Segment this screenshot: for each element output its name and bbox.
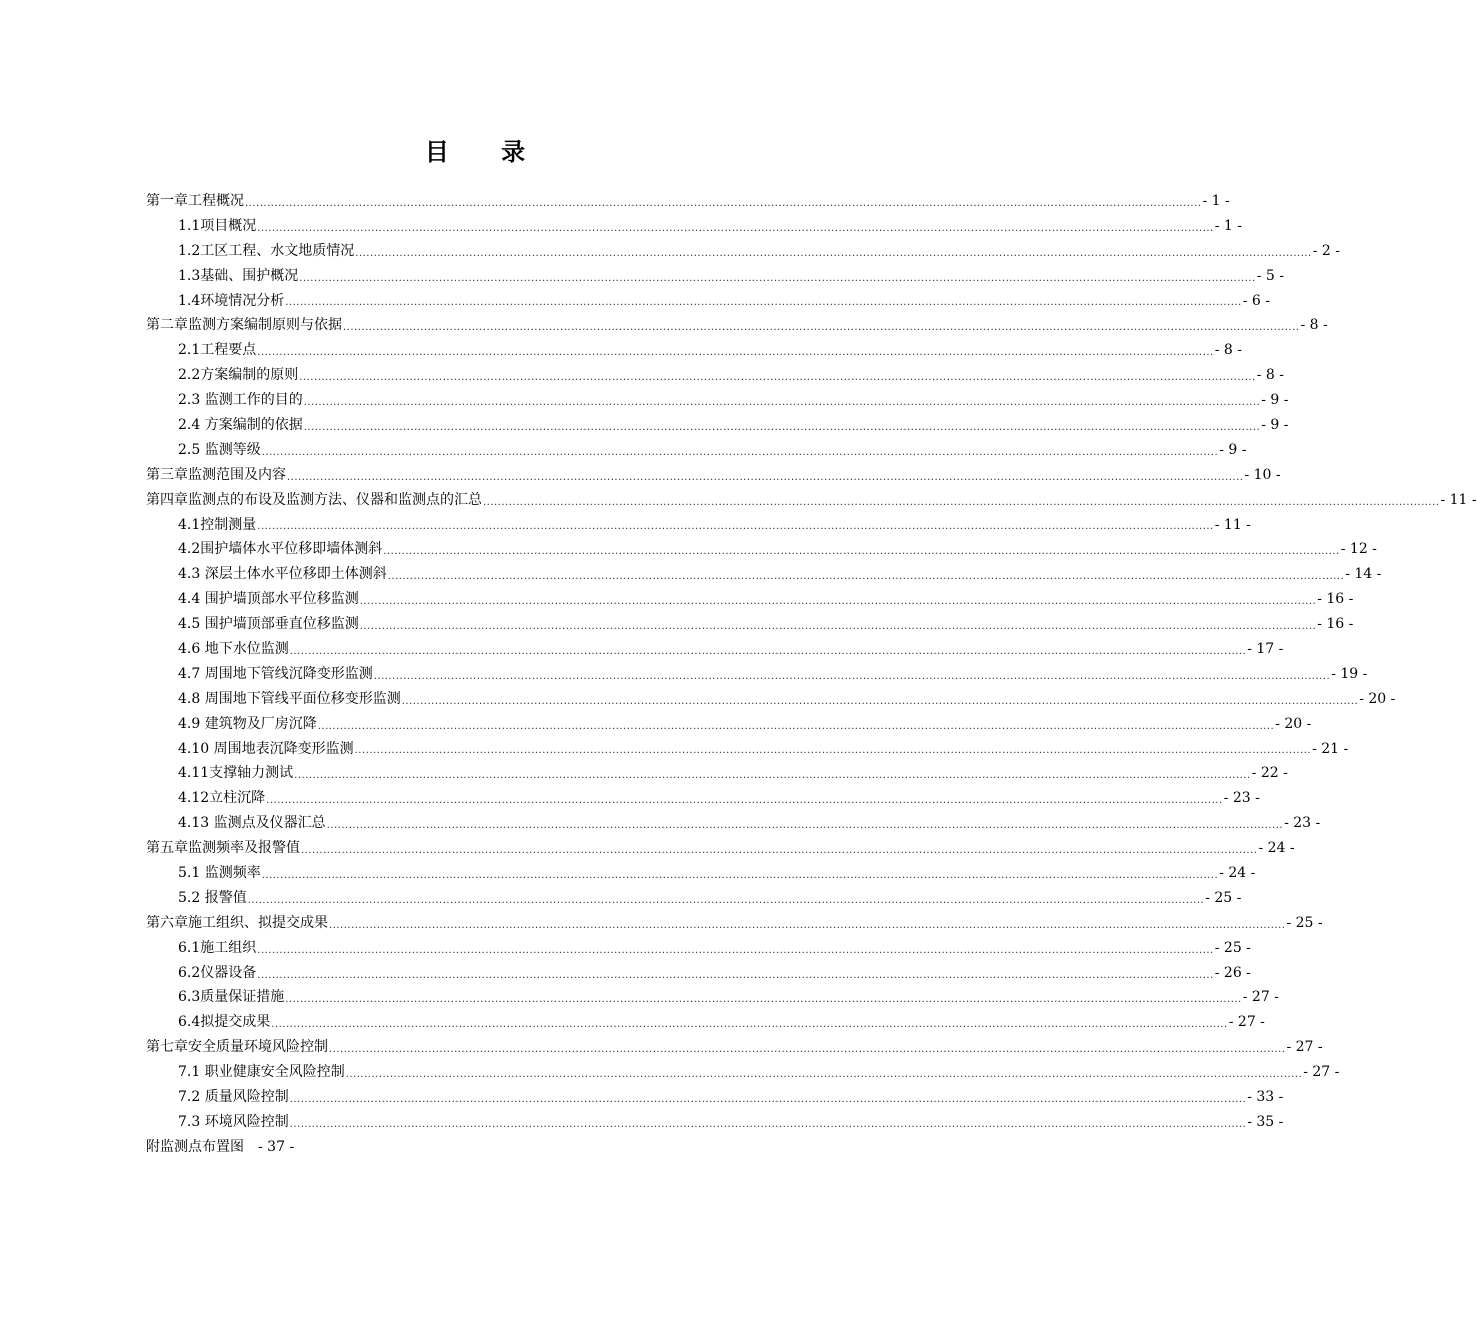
toc-dot-leader: ....................................................................................................................................................................................................................................................................	[271, 1019, 1228, 1031]
toc-dot-leader: ....................................................................................................................................................................................................................................................................	[289, 645, 1247, 657]
toc-section-entry[interactable]	[146, 737, 1349, 762]
toc-dot-leader: ....................................................................................................................................................................................................................................................................	[303, 421, 1261, 433]
toc-dot-leader: ....................................................................................................................................................................................................................................................................	[266, 795, 1223, 807]
toc-section-entry[interactable]	[146, 537, 1377, 562]
toc-dot-leader: ....................................................................................................................................................................................................................................................................	[301, 845, 1258, 857]
toc-page-number: - 11 -	[1214, 516, 1251, 533]
toc-page-number: - 23 -	[1284, 815, 1321, 832]
toc-page-number: - 20 -	[1359, 690, 1396, 707]
toc-page-number: - 9 -	[1261, 392, 1289, 409]
toc-dot-leader: ....................................................................................................................................................................................................................................................................	[285, 297, 1242, 309]
toc-dot-leader: ....................................................................................................................................................................................................................................................................	[289, 1093, 1247, 1105]
toc-page-number: - 6 -	[1242, 292, 1271, 309]
toc-page-number: - 11 -	[1440, 491, 1477, 508]
toc-page-number: - 19 -	[1331, 665, 1368, 682]
toc-dot-leader: ....................................................................................................................................................................................................................................................................	[359, 621, 1317, 633]
toc-chapter-entry[interactable]	[146, 488, 1477, 513]
toc-page-number: - 16 -	[1317, 591, 1354, 608]
toc-section-entry[interactable]	[146, 1010, 1265, 1035]
toc-entry-label: 1.1项目概况	[178, 217, 257, 234]
toc-page-number: - 27 -	[1303, 1064, 1340, 1081]
toc-page-number: - 2 -	[1312, 242, 1341, 259]
toc-dot-leader: ....................................................................................................................................................................................................................................................................	[401, 695, 1359, 707]
toc-page-number: - 12 -	[1340, 541, 1377, 558]
toc-page-number: - 26 -	[1214, 964, 1251, 981]
toc-section-entry[interactable]	[146, 761, 1288, 786]
toc-section-entry[interactable]	[146, 861, 1256, 886]
toc-dot-leader: ....................................................................................................................................................................................................................................................................	[257, 222, 1214, 234]
toc-dot-leader: ....................................................................................................................................................................................................................................................................	[285, 994, 1242, 1006]
toc-entry-label: 1.3基础、围护概况	[178, 267, 299, 284]
toc-section-entry[interactable]	[146, 936, 1251, 961]
toc-entry-label: 1.2工区工程、水文地质情况	[178, 242, 355, 259]
toc-section-entry[interactable]	[146, 363, 1285, 388]
toc-dot-leader: ....................................................................................................................................................................................................................................................................	[317, 720, 1275, 732]
toc-dot-leader: ....................................................................................................................................................................................................................................................................	[257, 521, 1214, 533]
toc-entry-label: 6.4拟提交成果	[178, 1014, 271, 1031]
toc-entry-label: 4.1控制测量	[178, 516, 257, 533]
toc-dot-leader: ....................................................................................................................................................................................................................................................................	[257, 969, 1214, 981]
toc-page-number: - 22 -	[1251, 765, 1288, 782]
toc-page-number: - 16 -	[1317, 616, 1354, 633]
toc-section-entry[interactable]	[146, 289, 1271, 314]
toc-entry-label: 4.2围护墙体水平位移即墙体测斜	[178, 541, 383, 558]
toc-dot-leader: ....................................................................................................................................................................................................................................................................	[261, 869, 1219, 881]
toc-entry-label: 4.7 周围地下管线沉降变形监测	[178, 665, 373, 682]
toc-chapter-number: 第六章	[146, 914, 188, 931]
toc-entry-label: 安全质量环境风险控制	[188, 1039, 328, 1056]
toc-dot-leader: ....................................................................................................................................................................................................................................................................	[355, 247, 1312, 259]
toc-dot-leader: ....................................................................................................................................................................................................................................................................	[329, 919, 1286, 931]
toc-page-number: - 35 -	[1247, 1113, 1284, 1130]
toc-section-entry[interactable]	[146, 811, 1321, 836]
toc-dot-leader: ....................................................................................................................................................................................................................................................................	[326, 820, 1284, 832]
toc-dot-leader: ....................................................................................................................................................................................................................................................................	[289, 1118, 1247, 1130]
toc-entry-label: 7.1 职业健康安全风险控制	[178, 1064, 345, 1081]
toc-chapter-entry[interactable]	[146, 189, 1230, 214]
toc-section-entry[interactable]	[146, 513, 1251, 538]
toc-entry-label: 7.3 环境风险控制	[178, 1113, 289, 1130]
toc-page-number: - 25 -	[1205, 889, 1242, 906]
toc-page-number: - 1 -	[1214, 217, 1243, 234]
toc-entry-label: 6.3质量保证措施	[178, 989, 285, 1006]
toc-chapter-number: 第七章	[146, 1039, 188, 1056]
toc-section-entry[interactable]	[146, 587, 1354, 612]
toc-section-entry[interactable]	[146, 612, 1354, 637]
toc-chapter-number: 第三章	[146, 466, 188, 483]
toc-page-number: - 24 -	[1219, 865, 1256, 882]
toc-dot-leader: ....................................................................................................................................................................................................................................................................	[359, 596, 1317, 608]
toc-entry-label: 1.4环境情况分析	[178, 292, 285, 309]
toc-section-entry[interactable]	[146, 886, 1242, 911]
toc-dot-leader: ....................................................................................................................................................................................................................................................................	[303, 397, 1261, 409]
toc-page-number: - 24 -	[1258, 840, 1295, 857]
toc-chapter-entry[interactable]	[146, 313, 1328, 338]
toc-appendix-entry[interactable]	[146, 1135, 822, 1160]
toc-entry-label: 4.9 建筑物及厂房沉降	[178, 715, 317, 732]
toc-entry-label: 4.6 地下水位监测	[178, 641, 289, 658]
toc-entry-label: 4.12立柱沉降	[178, 790, 266, 807]
toc-entry-label: 2.4 方案编制的依据	[178, 417, 303, 433]
toc-chapter-entry[interactable]	[146, 1035, 1323, 1060]
toc-section-entry[interactable]	[146, 687, 1396, 712]
toc-chapter-entry[interactable]	[146, 463, 1281, 488]
toc-section-entry[interactable]	[146, 712, 1312, 737]
toc-page-number: - 10 -	[1244, 466, 1281, 483]
toc-dot-leader: ....................................................................................................................................................................................................................................................................	[483, 496, 1440, 508]
toc-section-entry[interactable]	[146, 438, 1247, 463]
toc-dot-leader: ....................................................................................................................................................................................................................................................................	[354, 745, 1312, 757]
toc-entry-label: 4.4 围护墙顶部水平位移监测	[178, 591, 359, 608]
toc-page-number: - 33 -	[1247, 1089, 1284, 1106]
toc-page-number: - 5 -	[1256, 267, 1285, 284]
toc-section-entry[interactable]	[146, 388, 1289, 413]
toc-page-number: - 25 -	[1214, 939, 1251, 956]
toc-entry-label: 2.5 监测等级	[178, 441, 261, 458]
toc-dot-leader: ....................................................................................................................................................................................................................................................................	[257, 347, 1214, 359]
toc-entry-label: 2.3 监测工作的目的	[178, 392, 303, 409]
toc-dot-leader: ....................................................................................................................................................................................................................................................................	[287, 471, 1244, 483]
toc-page-number: - 20 -	[1275, 715, 1312, 732]
toc-section-entry[interactable]	[146, 264, 1285, 289]
toc-section-entry[interactable]	[146, 1060, 1340, 1085]
toc-entry-label: 监测范围及内容	[188, 466, 286, 483]
toc-dot-leader: ....................................................................................................................................................................................................................................................................	[345, 1069, 1303, 1081]
toc-dot-leader: ....................................................................................................................................................................................................................................................................	[299, 272, 1256, 284]
toc-page-number: - 14 -	[1345, 566, 1382, 583]
toc-page-number: - 37 -	[258, 1138, 295, 1155]
toc-page-number: - 9 -	[1261, 417, 1289, 433]
toc-section-entry[interactable]	[146, 413, 1289, 438]
toc-entry-label: 工程概况	[188, 192, 244, 209]
toc-section-entry[interactable]	[146, 338, 1243, 363]
toc-entry-label: 5.1 监测频率	[178, 865, 261, 882]
toc-page-number: - 25 -	[1286, 914, 1323, 931]
toc-page-number: - 27 -	[1228, 1014, 1265, 1031]
toc-section-entry[interactable]	[146, 662, 1368, 687]
toc-entry-label: 4.11支撑轴力测试	[178, 765, 294, 782]
toc-entry-label: 7.2 质量风险控制	[178, 1089, 289, 1106]
toc-section-entry[interactable]	[146, 214, 1243, 239]
toc-chapter-entry[interactable]	[146, 911, 1323, 936]
toc-dot-leader: ....................................................................................................................................................................................................................................................................	[299, 372, 1256, 384]
toc-entry-label: 4.13 监测点及仪器汇总	[178, 815, 326, 832]
toc-page-number: - 1 -	[1202, 192, 1230, 209]
toc-page-number: - 8 -	[1256, 367, 1285, 384]
toc-section-entry[interactable]	[146, 986, 1279, 1011]
toc-page-number: - 21 -	[1312, 740, 1349, 757]
toc-section-entry[interactable]	[146, 961, 1251, 986]
toc-chapter-entry[interactable]	[146, 836, 1295, 861]
toc-chapter-number: 第四章	[146, 491, 188, 508]
toc-dot-leader: ....................................................................................................................................................................................................................................................................	[373, 670, 1331, 682]
toc-page-number: - 23 -	[1223, 790, 1260, 807]
toc-dot-leader: ....................................................................................................................................................................................................................................................................	[383, 546, 1340, 558]
toc-entry-label: 6.2仪器设备	[178, 964, 257, 981]
toc-chapter-number: 第一章	[146, 192, 188, 209]
toc-dot-leader: ....................................................................................................................................................................................................................................................................	[261, 446, 1219, 458]
toc-dot-leader: ....................................................................................................................................................................................................................................................................	[329, 1044, 1286, 1056]
toc-page-number: - 17 -	[1247, 641, 1284, 658]
toc-entry-label: 4.3 深层土体水平位移即土体测斜	[178, 566, 387, 583]
toc-page-number: - 8 -	[1300, 317, 1328, 334]
toc-section-entry[interactable]	[146, 562, 1382, 587]
toc-entry-label: 2.1工程要点	[178, 342, 257, 359]
toc-entry-label: 监测点的布设及监测方法、仪器和监测点的汇总	[188, 491, 482, 508]
toc-dot-leader: ....................................................................................................................................................................................................................................................................	[247, 894, 1205, 906]
toc-dot-leader: ....................................................................................................................................................................................................................................................................	[387, 571, 1345, 583]
toc-entry-label: 2.2方案编制的原则	[178, 367, 299, 384]
toc-entry-label: 4.10 周围地表沉降变形监测	[178, 740, 354, 757]
toc-page-number: - 27 -	[1242, 989, 1279, 1006]
toc-section-entry[interactable]	[146, 637, 1284, 662]
table-of-contents	[146, 189, 1477, 1160]
toc-dot-leader: ....................................................................................................................................................................................................................................................................	[343, 322, 1300, 334]
toc-page-number: - 8 -	[1214, 342, 1243, 359]
toc-entry-label: 监测频率及报警值	[188, 840, 300, 857]
toc-entry-label: 6.1施工组织	[178, 939, 257, 956]
toc-section-entry[interactable]	[146, 1085, 1284, 1110]
toc-entry-label: 4.5 围护墙顶部垂直位移监测	[178, 616, 359, 633]
toc-dot-leader: ....................................................................................................................................................................................................................................................................	[294, 770, 1251, 782]
toc-dot-leader: ....................................................................................................................................................................................................................................................................	[245, 197, 1202, 209]
toc-entry-label: 监测方案编制原则与依据	[188, 317, 342, 334]
toc-dot-leader: ....................................................................................................................................................................................................................................................................	[257, 944, 1214, 956]
toc-section-entry[interactable]	[146, 239, 1341, 264]
toc-page-number: - 27 -	[1286, 1039, 1323, 1056]
toc-entry-label: 附监测点布置图	[146, 1138, 244, 1155]
toc-section-entry[interactable]	[146, 786, 1260, 811]
toc-entry-label: 4.8 周围地下管线平面位移变形监测	[178, 690, 401, 707]
toc-entry-label: 5.2 报警值	[178, 889, 247, 906]
toc-section-entry[interactable]	[146, 1110, 1284, 1135]
toc-entry-label: 施工组织、拟提交成果	[188, 914, 328, 931]
toc-chapter-number: 第五章	[146, 840, 188, 857]
toc-page-number: - 9 -	[1219, 441, 1247, 458]
page-title: 目 录	[424, 138, 548, 166]
toc-chapter-number: 第二章	[146, 317, 188, 334]
